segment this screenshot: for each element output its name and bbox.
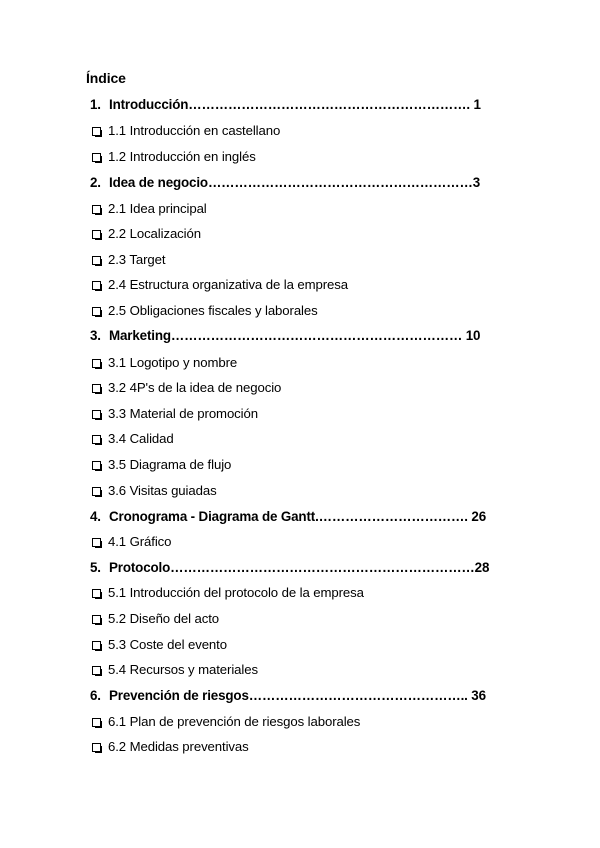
checkbox-bullet-icon bbox=[92, 281, 101, 290]
checkbox-bullet-icon bbox=[92, 666, 101, 675]
toc-subitem-2-1[interactable] bbox=[92, 200, 207, 218]
subitem-label: 5.2 Diseño del acto bbox=[108, 611, 219, 626]
toc-section-4[interactable] bbox=[90, 508, 486, 526]
toc-subitem-3-4[interactable] bbox=[92, 430, 174, 448]
checkbox-bullet-icon bbox=[92, 127, 101, 136]
section-label: Cronograma - Diagrama de Gantt.……………………………. 26 bbox=[109, 509, 487, 524]
toc-subitem-2-4[interactable] bbox=[92, 276, 348, 294]
checkbox-bullet-icon bbox=[92, 718, 101, 727]
toc-subitem-6-2[interactable] bbox=[92, 738, 249, 756]
subitem-label: 3.4 Calidad bbox=[108, 431, 174, 446]
checkbox-bullet-icon bbox=[92, 153, 101, 162]
subitem-label: 1.1 Introducción en castellano bbox=[108, 123, 281, 138]
section-label: Prevención de riesgos………………………………………….. 36 bbox=[109, 688, 486, 703]
checkbox-bullet-icon bbox=[92, 589, 101, 598]
subitem-label: 5.3 Coste del evento bbox=[108, 637, 227, 652]
checkbox-bullet-icon bbox=[92, 435, 101, 444]
section-number: 3. bbox=[90, 328, 101, 343]
toc-section-2[interactable] bbox=[90, 174, 480, 192]
subitem-label: 5.4 Recursos y materiales bbox=[108, 662, 258, 677]
checkbox-bullet-icon bbox=[92, 538, 101, 547]
toc-subitem-2-3[interactable] bbox=[92, 251, 165, 269]
checkbox-bullet-icon bbox=[92, 205, 101, 214]
section-number: 5. bbox=[90, 560, 101, 575]
section-number: 1. bbox=[90, 97, 101, 112]
checkbox-bullet-icon bbox=[92, 359, 101, 368]
checkbox-bullet-icon bbox=[92, 230, 101, 239]
checkbox-bullet-icon bbox=[92, 641, 101, 650]
subitem-label: 2.5 Obligaciones fiscales y laborales bbox=[108, 303, 318, 318]
toc-subitem-3-1[interactable] bbox=[92, 354, 237, 372]
checkbox-bullet-icon bbox=[92, 743, 101, 752]
checkbox-bullet-icon bbox=[92, 256, 101, 265]
subitem-label: 2.1 Idea principal bbox=[108, 201, 207, 216]
toc-subitem-6-1[interactable] bbox=[92, 713, 360, 731]
toc-subitem-1-2[interactable] bbox=[92, 148, 256, 166]
section-label: Introducción………………………………………………………. 1 bbox=[109, 97, 481, 112]
toc-subitem-5-3[interactable] bbox=[92, 636, 227, 654]
toc-section-6[interactable] bbox=[90, 687, 486, 705]
subitem-label: 2.4 Estructura organizativa de la empresa bbox=[108, 277, 348, 292]
subitem-label: 6.2 Medidas preventivas bbox=[108, 739, 249, 754]
subitem-label: 3.5 Diagrama de flujo bbox=[108, 457, 232, 472]
checkbox-bullet-icon bbox=[92, 487, 101, 496]
toc-subitem-5-4[interactable] bbox=[92, 661, 258, 679]
section-number: 6. bbox=[90, 688, 101, 703]
toc-subitem-3-5[interactable] bbox=[92, 456, 231, 474]
checkbox-bullet-icon bbox=[92, 384, 101, 393]
subitem-label: 2.2 Localización bbox=[108, 226, 201, 241]
section-number: 4. bbox=[90, 509, 101, 524]
checkbox-bullet-icon bbox=[92, 410, 101, 419]
toc-subitem-3-2[interactable] bbox=[92, 379, 281, 397]
toc-subitem-3-3[interactable] bbox=[92, 405, 258, 423]
subitem-label: 4.1 Gráfico bbox=[108, 534, 172, 549]
toc-section-5[interactable] bbox=[90, 559, 489, 577]
section-number: 2. bbox=[90, 175, 101, 190]
toc-subitem-5-2[interactable] bbox=[92, 610, 219, 628]
subitem-label: 3.2 4P's de la idea de negocio bbox=[108, 380, 282, 395]
section-label: Protocolo……………………………………………………………28 bbox=[109, 560, 490, 575]
section-label: Marketing………………………………………………………… 10 bbox=[109, 328, 481, 343]
page-title: Índice bbox=[86, 70, 126, 86]
subitem-label: 5.1 Introducción del protocolo de la empresa bbox=[108, 585, 364, 600]
toc-subitem-4-1[interactable] bbox=[92, 533, 171, 551]
toc-subitem-2-2[interactable] bbox=[92, 225, 201, 243]
toc-subitem-2-5[interactable] bbox=[92, 302, 318, 320]
subitem-label: 2.3 Target bbox=[108, 252, 166, 267]
subitem-label: 1.2 Introducción en inglés bbox=[108, 149, 256, 164]
toc-subitem-1-1[interactable] bbox=[92, 122, 280, 140]
checkbox-bullet-icon bbox=[92, 461, 101, 470]
checkbox-bullet-icon bbox=[92, 307, 101, 316]
checkbox-bullet-icon bbox=[92, 615, 101, 624]
toc-subitem-5-1[interactable] bbox=[92, 584, 364, 602]
subitem-label: 3.6 Visitas guiadas bbox=[108, 483, 217, 498]
subitem-label: 3.3 Material de promoción bbox=[108, 406, 258, 421]
toc-section-1[interactable] bbox=[90, 96, 481, 114]
section-label: Idea de negocio……………………………………………………3 bbox=[109, 175, 481, 190]
subitem-label: 3.1 Logotipo y nombre bbox=[108, 355, 238, 370]
subitem-label: 6.1 Plan de prevención de riesgos laborales bbox=[108, 714, 361, 729]
toc-subitem-3-6[interactable] bbox=[92, 482, 217, 500]
toc-section-3[interactable] bbox=[90, 327, 480, 345]
